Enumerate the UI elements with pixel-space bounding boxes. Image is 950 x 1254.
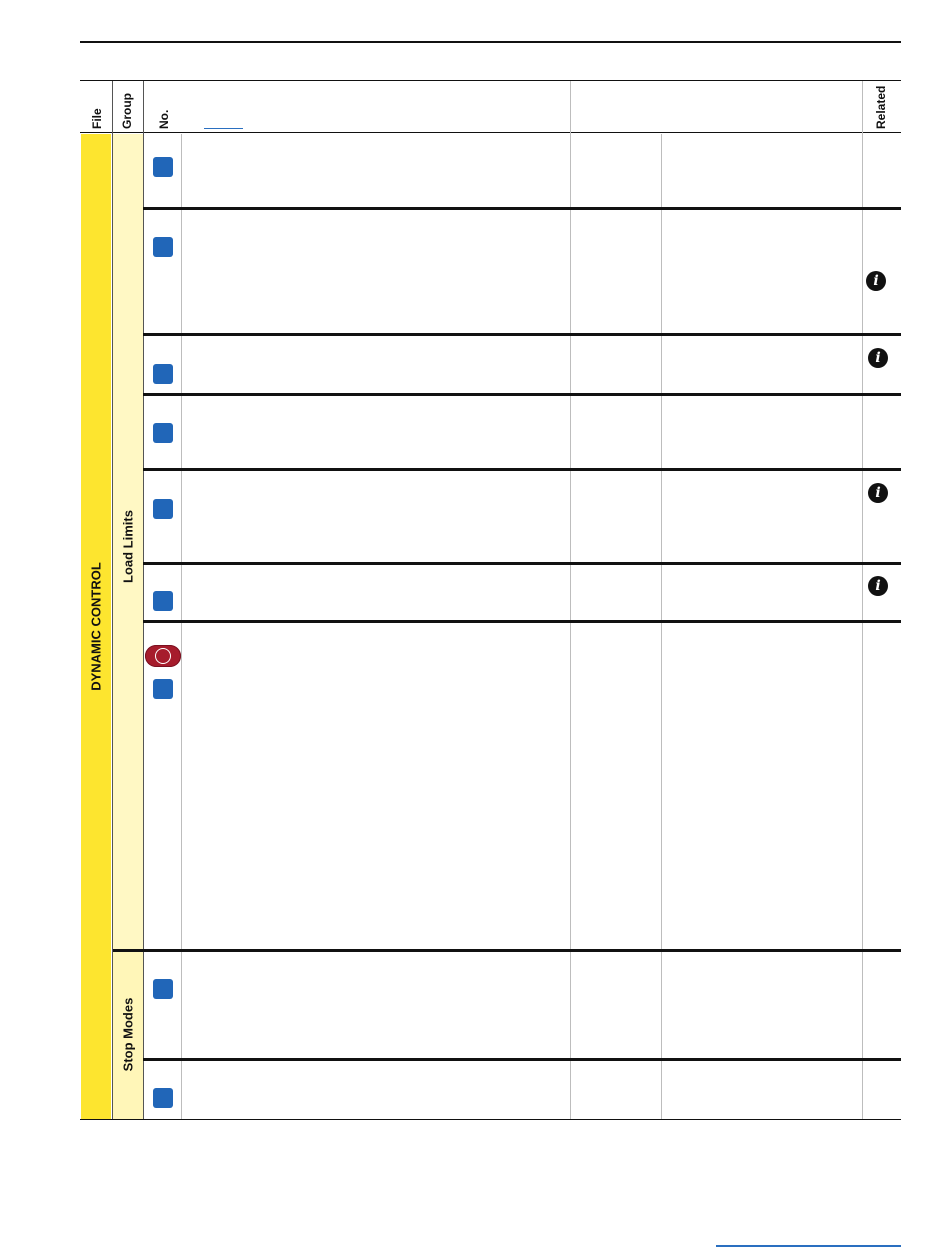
parameter-square-icon[interactable] — [153, 157, 173, 177]
header-bottom-rule — [80, 132, 901, 133]
info-icon[interactable]: i — [868, 348, 888, 368]
info-icon[interactable]: i — [866, 271, 886, 291]
parameter-square-icon[interactable] — [153, 1088, 173, 1108]
header-group: Group — [120, 93, 134, 129]
divider-description-values — [570, 81, 571, 1119]
info-icon[interactable]: i — [868, 576, 888, 596]
parameter-square-icon[interactable] — [153, 591, 173, 611]
parameter-square-icon[interactable] — [153, 979, 173, 999]
parameter-square-icon[interactable] — [153, 364, 173, 384]
header-link[interactable] — [204, 128, 243, 129]
divider-number-description — [181, 134, 182, 1119]
divider-file-group — [112, 81, 113, 1119]
divider-values-notes — [661, 134, 662, 1119]
page-top-rule — [80, 41, 901, 43]
row-separator — [143, 1058, 901, 1061]
header-related: Related — [874, 85, 888, 129]
header-file: File — [90, 108, 104, 129]
group-label-stop-modes: Stop Modes — [120, 997, 136, 1072]
header-top-rule — [80, 80, 901, 81]
row-separator — [143, 468, 901, 471]
parameter-square-icon[interactable] — [153, 499, 173, 519]
row-separator — [143, 333, 901, 336]
table-bottom-rule — [80, 1119, 901, 1120]
file-label: DYNAMIC CONTROL — [88, 562, 104, 691]
divider-notes-related — [862, 81, 863, 1119]
group-label-load-limits: Load Limits — [120, 510, 136, 583]
parameter-square-icon[interactable] — [153, 679, 173, 699]
footer-bar — [716, 1245, 901, 1247]
row-separator — [143, 620, 901, 623]
parameter-square-icon[interactable] — [153, 237, 173, 257]
divider-group-number — [143, 81, 144, 1119]
parameter-square-icon[interactable] — [153, 423, 173, 443]
group-separator — [113, 949, 901, 952]
row-separator — [143, 393, 901, 396]
info-icon[interactable]: i — [868, 483, 888, 503]
header-number: No. — [157, 109, 171, 129]
row-separator — [143, 562, 901, 565]
row-separator — [143, 207, 901, 210]
stop-drive-icon — [145, 645, 181, 667]
